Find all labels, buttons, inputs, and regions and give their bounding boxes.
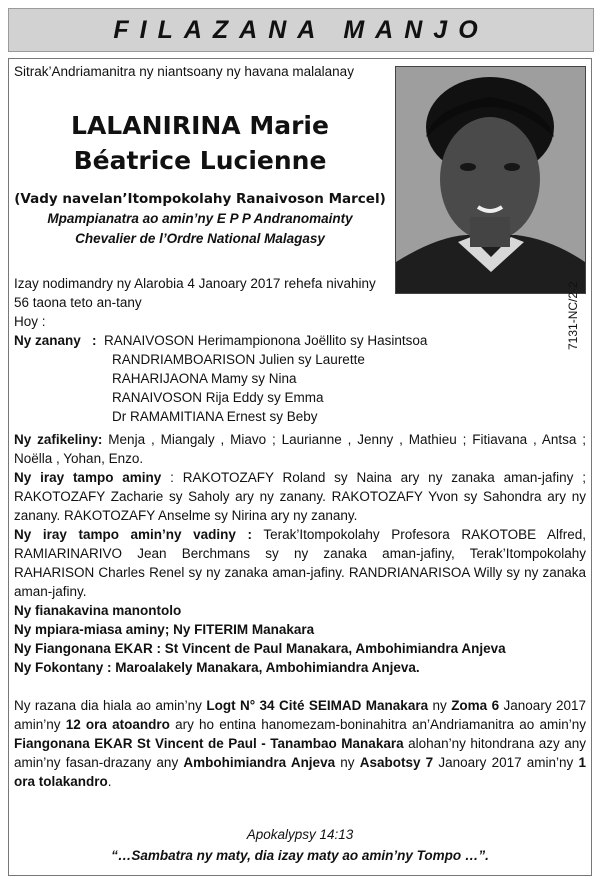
funeral-paragraph: Ny razana dia hiala ao amin’ny Logt N° 34 Cité SEIMAD Manakara ny Zoma 6 Janoary 2017 amin’ny 12 ora atoandro ary ho entina hanomezam-boninahitra an’Andriamanitra ao amin’ny Fiangonana EKAR St Vincent de Paul - Tanambao Manakara alohan’ny hitondrana azy any amin’ny fasan-drazany any Ambohimiandra Anjeva ny Asabotsy 7 Janoary 2017 amin’ny 1 ora tolakandro. xyxy=(14,698,587,789)
portrait-image xyxy=(396,67,585,293)
child-line: RAHARIJAONA Mamy sy Nina xyxy=(112,371,297,386)
deceased-name xyxy=(14,108,386,178)
siblings-text: : RAKOTOZAFY Roland sy Naina ary ny zanaka aman-jafiny ; RAKOTOZAFY Zacharie sy Saholy ary ny zanany. RAKOTOZAFY Yvon sy Sahondra ary ny zanany. RAKOTOZAFY Anselme sy Nirina ary ny zanany. xyxy=(14,470,586,523)
bible-quote: “…Sambatra ny maty, dia izay maty ao amin’ny Tompo …”. xyxy=(111,848,489,863)
page-title: FILAZANA MANJO xyxy=(113,15,489,44)
spouse-siblings-label: Ny iray tampo amin’ny vadiny : xyxy=(14,527,253,542)
burial-place: Ambohimiandra Anjeva xyxy=(183,755,336,770)
children-block xyxy=(14,331,586,426)
fokontany-line: Ny Fokontany : Maroalakely Manakara, Ambohimiandra Anjeva. xyxy=(14,660,420,675)
bible-verse-reference: Apokalypsy 14:13 xyxy=(246,827,354,842)
grandchildren-paragraph xyxy=(14,430,586,468)
child-line: RANDRIAMBOARISON Julien sy Laurette xyxy=(112,352,365,367)
funeral-date-2: Asabotsy 7 xyxy=(359,755,434,770)
death-line-2: 56 taona teto an-tany xyxy=(14,295,142,310)
deceased-name-line2: Béatrice Lucienne xyxy=(73,146,327,175)
siblings-label: Ny iray tampo aminy xyxy=(14,470,162,485)
spouse-siblings-text: Terak’Itompokolahy Profesora RAKOTOBE Alfred, RAMIARINARIVO Jean Berchmans sy ny zanaka aman-jafiny, Terak’Itompokolahy RAHARISON Charles Renel sy ny zanaka aman-jafiny. RANDRIANARISOA Willy sy ny zanaka aman-jafiny. xyxy=(14,527,587,599)
funeral-church: Fiangonana EKAR St Vincent de Paul - Tanambao Manakara xyxy=(14,736,404,751)
grandchildren-text: Menja , Miangaly , Miavo ; Laurianne , Jenny , Mathieu ; Fitiavana , Antsa ; Noëlla , Yohan, Enzo. xyxy=(14,432,587,466)
funeral-address: Logt N° 34 Cité SEIMAD Manakara xyxy=(206,698,429,713)
spouse-siblings-paragraph xyxy=(14,525,586,601)
church-line: Ny Fiangonana EKAR : St Vincent de Paul Manakara, Ambohimiandra Anjeva xyxy=(14,641,506,656)
spouse-line: (Vady navelan’Itompokolahy Ranaivoson Marcel) xyxy=(14,191,386,207)
funeral-time-2: 1 ora tolakandro xyxy=(14,755,587,789)
child-line: RANAIVOSON Rija Eddy sy Emma xyxy=(112,390,324,405)
header-bar xyxy=(8,8,594,52)
death-line-1: Izay nodimandry ny Alarobia 4 Janoary 2017 rehefa nivahiny xyxy=(14,276,376,291)
family-line: Ny fianakavina manontolo xyxy=(14,603,182,618)
deceased-name-line1: LALANIRINA Marie xyxy=(71,111,329,140)
children-list xyxy=(104,331,427,426)
child-line: Dr RAMAMITIANA Ernest sy Beby xyxy=(112,409,318,424)
role-line: Mpampianatra ao amin’ny E P P Andranomainty xyxy=(47,211,353,226)
grandchildren-label: Ny zafikeliny: xyxy=(14,432,103,447)
siblings-paragraph xyxy=(14,468,586,525)
notice-body xyxy=(14,274,586,791)
children-label: Ny zanany : xyxy=(14,333,97,348)
funeral-time-1: 12 ora atoandro xyxy=(65,717,170,732)
funeral-date-1: Zoma 6 xyxy=(451,698,500,713)
colleagues-line: Ny mpiara-miasa aminy; Ny FITERIM Manakara xyxy=(14,622,315,637)
intro-text: Sitrak’Andriamanitra ny niantsoany ny havana malalanay xyxy=(14,64,354,79)
portrait-photo xyxy=(395,66,586,294)
child-line: RANAIVOSON Herimampionona Joëllito sy Hasintsoa xyxy=(104,333,428,348)
honor-line: Chevalier de l’Ordre National Malagasy xyxy=(75,231,325,246)
reference-code: 7131-NC/2-2 xyxy=(566,281,580,350)
hoy-line: Hoy : xyxy=(14,314,46,329)
